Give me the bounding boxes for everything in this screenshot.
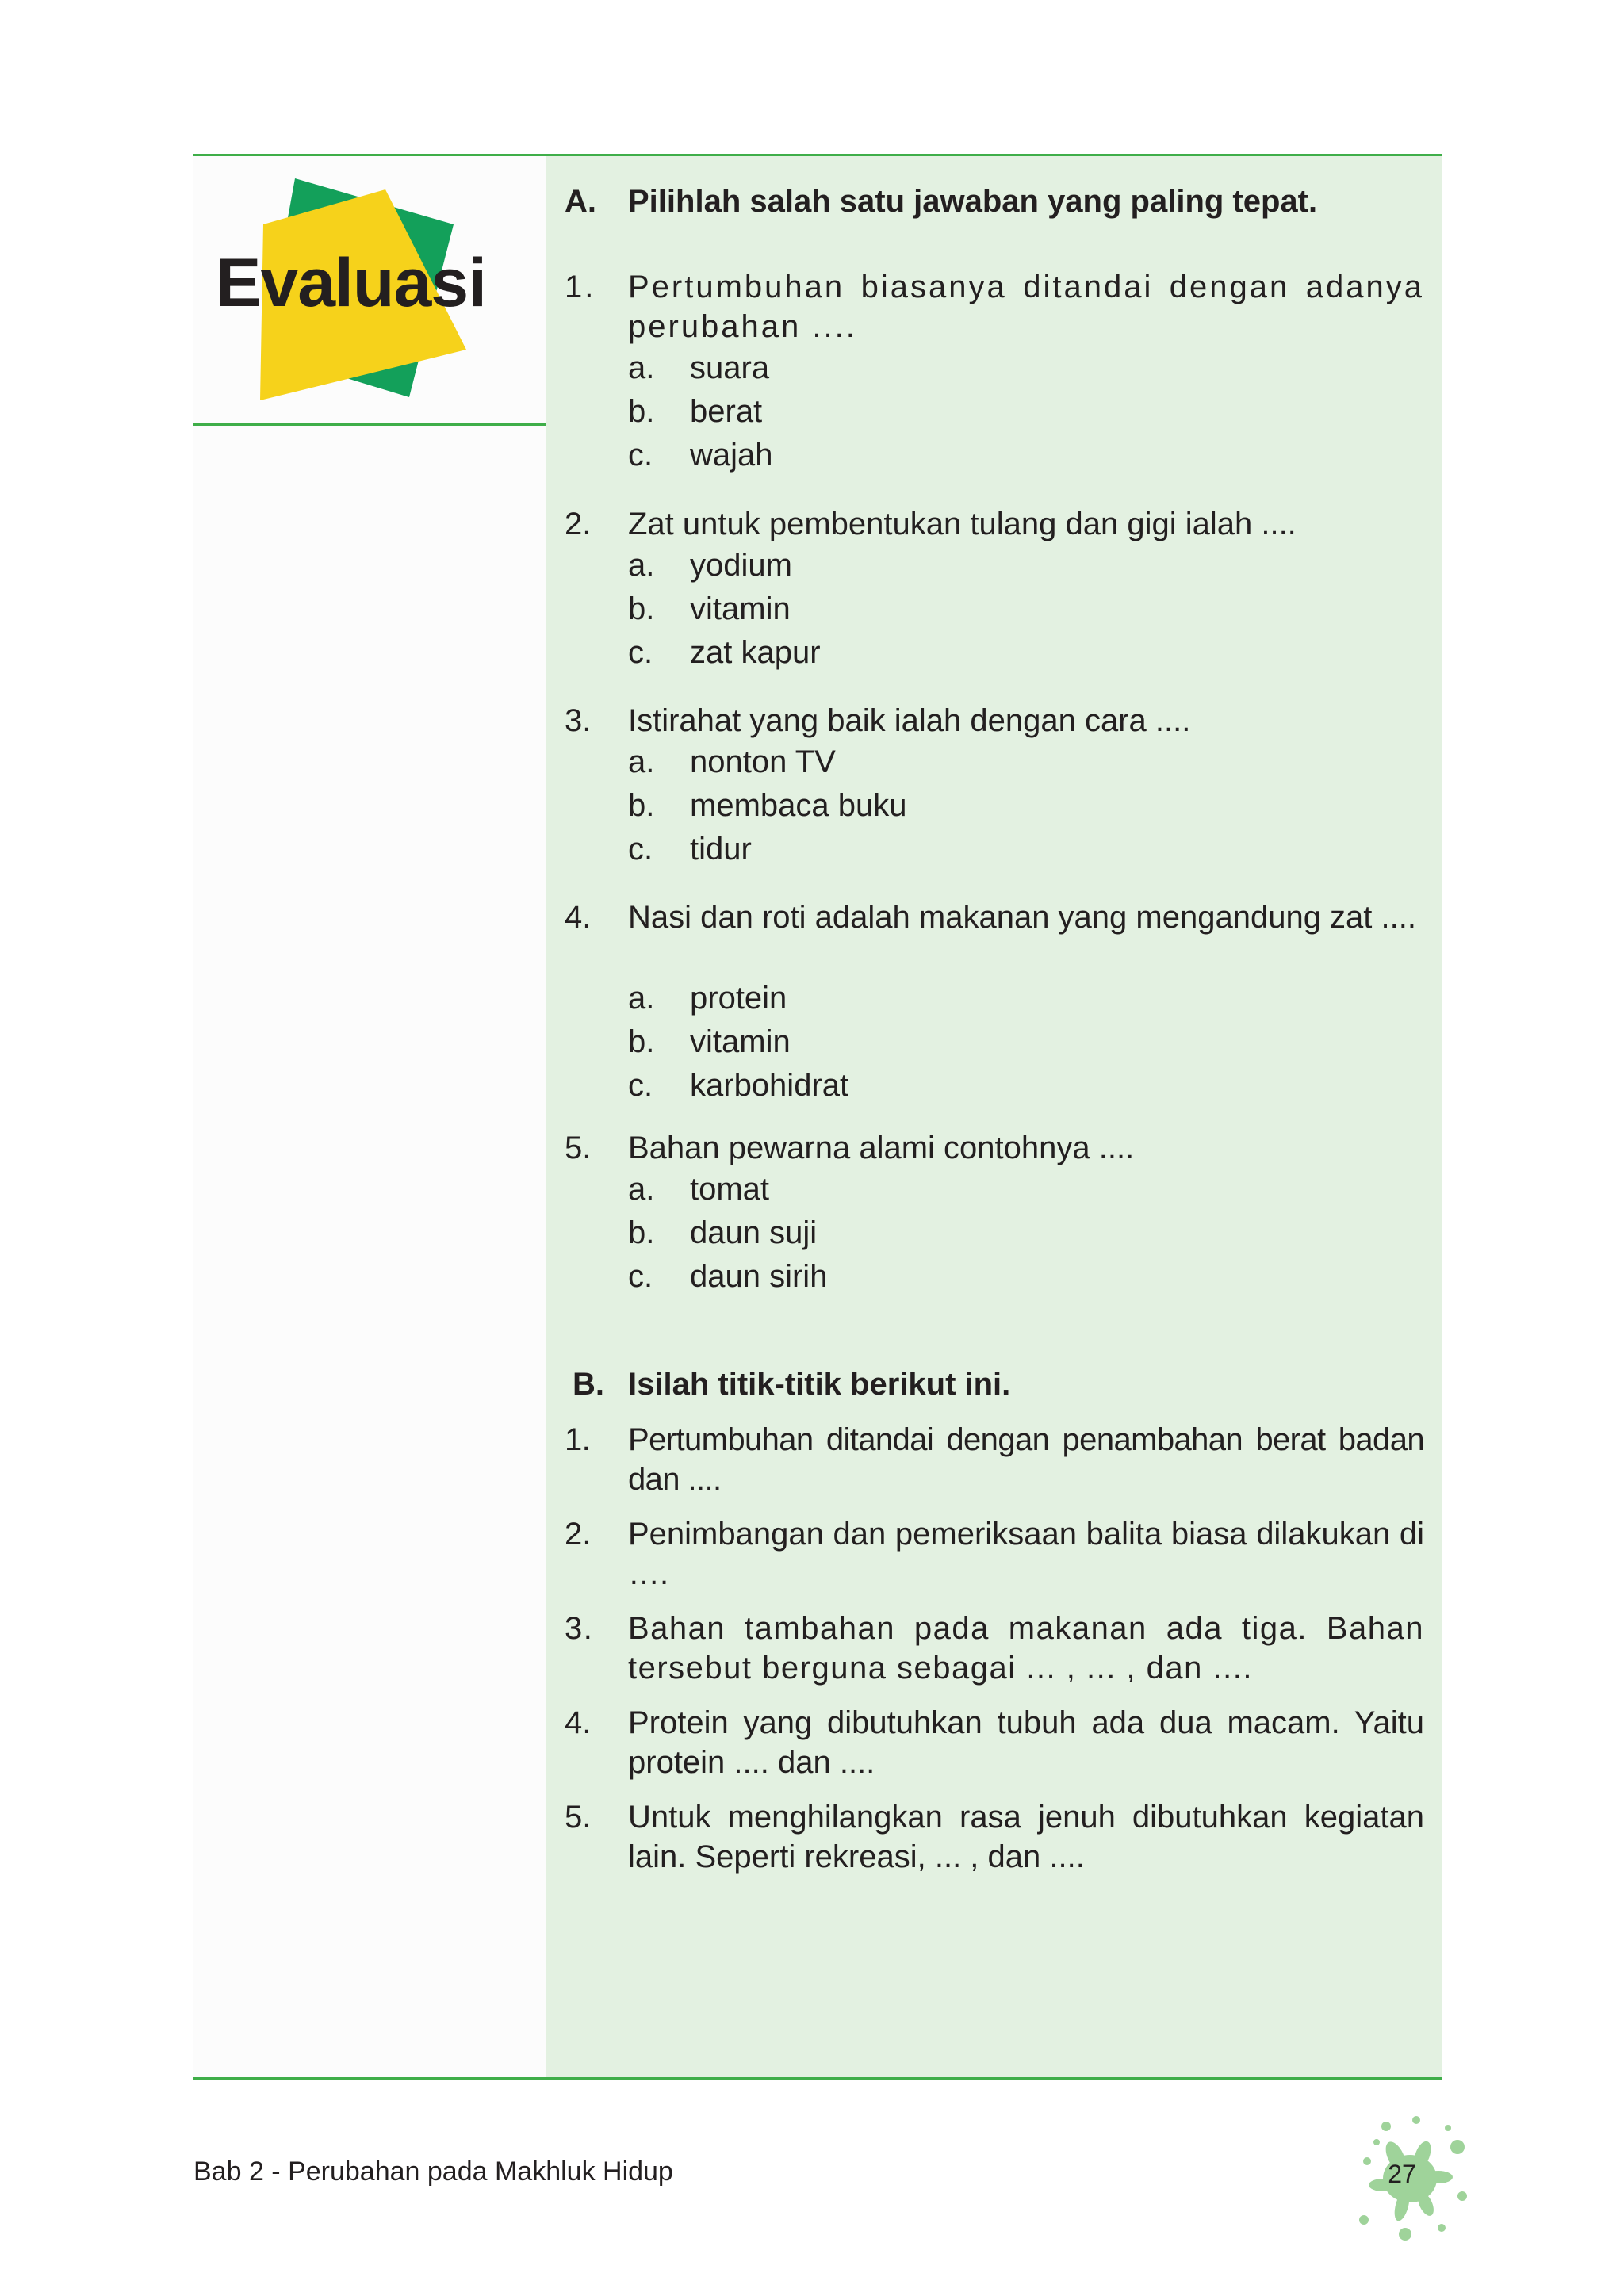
question-a1-options bbox=[565, 346, 1424, 477]
question-a3 bbox=[565, 701, 1424, 871]
section-b-heading bbox=[573, 1365, 1424, 1405]
option-a: a. protein bbox=[628, 981, 787, 1016]
question-number: 3. bbox=[565, 703, 592, 738]
page-number: 27 bbox=[1388, 2160, 1416, 2188]
fill-item-2: 2. Penimbangan dan pemeriksaan balita biasa dilakukan di …. bbox=[565, 1514, 1424, 1594]
option-b: b. vitamin bbox=[628, 591, 791, 626]
question-a2 bbox=[565, 504, 1424, 675]
fill-item-text: Bahan tambahan pada makanan ada tiga. Bahan tersebut berguna sebagai ... , ... , dan .... bbox=[628, 1611, 1424, 1686]
section-b-title: Isilah titik-titik berikut ini. bbox=[628, 1367, 1011, 1402]
option-b: b. membaca buku bbox=[628, 788, 907, 823]
question-text: Pertumbuhan biasanya ditandai dengan adanya perubahan .... bbox=[628, 270, 1424, 344]
fill-item-text: Penimbangan dan pemeriksaan balita biasa dilakukan di …. bbox=[628, 1517, 1424, 1591]
question-text: Zat untuk pembentukan tulang dan gigi ialah .... bbox=[628, 507, 1297, 541]
question-number: 4. bbox=[565, 900, 592, 935]
question-number: 1. bbox=[565, 270, 596, 304]
fill-item-text: Protein yang dibutuhkan tubuh ada dua macam. Yaitu protein .... dan .... bbox=[628, 1705, 1424, 1780]
section-a-heading bbox=[565, 182, 1424, 222]
section-a-letter: A. bbox=[565, 184, 596, 219]
question-a1 bbox=[565, 267, 1424, 346]
question-a4-options bbox=[565, 977, 1424, 1108]
option-c: c. daun sirih bbox=[628, 1259, 828, 1294]
fill-item-4: 4. Protein yang dibutuhkan tubuh ada dua macam. Yaitu protein .... dan .... bbox=[565, 1703, 1424, 1782]
fill-item-text: Pertumbuhan ditandai dengan penambahan berat badan dan .... bbox=[628, 1422, 1424, 1497]
option-a: a. yodium bbox=[628, 548, 792, 583]
option-c: c. wajah bbox=[628, 438, 773, 473]
option-c: c. zat kapur bbox=[628, 635, 821, 670]
option-a: a. nonton TV bbox=[628, 744, 836, 779]
fill-item-3: 3. Bahan tambahan pada makanan ada tiga. Bahan tersebut berguna sebagai ... , ... , dan .... bbox=[565, 1609, 1424, 1688]
question-number: 5. bbox=[565, 1131, 592, 1165]
option-a: a. suara bbox=[628, 350, 770, 385]
question-text: Nasi dan roti adalah makanan yang mengandung zat .... bbox=[628, 900, 1416, 935]
option-b: b. vitamin bbox=[628, 1024, 791, 1059]
section-a-title: Pilihlah salah satu jawaban yang paling tepat. bbox=[628, 184, 1318, 219]
bottom-divider bbox=[193, 2077, 1442, 2080]
fill-item-5: 5. Untuk menghilangkan rasa jenuh dibutuhkan kegiatan lain. Seperti rekreasi, ... , dan .... bbox=[565, 1797, 1424, 1877]
fill-item-1: 1. Pertumbuhan ditandai dengan penambahan berat badan dan .... bbox=[565, 1420, 1424, 1499]
question-text: Istirahat yang baik ialah dengan cara .... bbox=[628, 703, 1191, 738]
left-margin-panel bbox=[193, 156, 546, 2077]
option-a: a. tomat bbox=[628, 1172, 770, 1207]
option-c: c. karbohidrat bbox=[628, 1068, 849, 1103]
section-b-letter: B. bbox=[573, 1367, 604, 1402]
chapter-footer: Bab 2 - Perubahan pada Makhluk Hidup bbox=[193, 2156, 673, 2187]
logo-divider bbox=[193, 423, 546, 426]
fill-item-text: Untuk menghilangkan rasa jenuh dibutuhkan kegiatan lain. Seperti rekreasi, ... , dan .... bbox=[628, 1800, 1424, 1874]
question-a5 bbox=[565, 1128, 1424, 1299]
question-a4 bbox=[565, 897, 1424, 937]
option-b: b. berat bbox=[628, 394, 763, 429]
option-b: b. daun suji bbox=[628, 1215, 818, 1250]
question-number: 2. bbox=[565, 507, 592, 541]
evaluasi-logo-text: Evaluasi bbox=[216, 245, 486, 321]
question-text: Bahan pewarna alami contohnya .... bbox=[628, 1131, 1135, 1165]
option-c: c. tidur bbox=[628, 832, 752, 867]
